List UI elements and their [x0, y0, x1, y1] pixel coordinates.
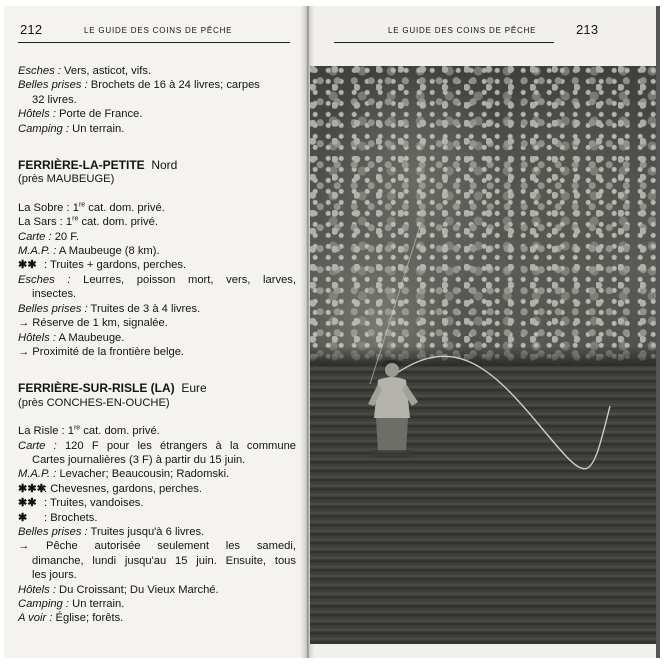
esches: Esches : Leurres, poisson mort, vers, larves, — [18, 273, 296, 286]
a-voir: A voir : Église; forêts. — [18, 612, 124, 625]
stars-rating-3: ✱✱✱: Chevesnes, gardons, perches. — [18, 482, 202, 495]
stars-rating-2: ✱✱ : Truites, vandoises. — [18, 497, 144, 510]
left-running-title: LE GUIDE DES COINS DE PÊCHE — [84, 26, 233, 35]
hotels: Hôtels : A Maubeuge. — [18, 331, 125, 344]
carte: Carte : 120 F pour les étrangers à la commune — [18, 439, 297, 452]
right-head-rule — [334, 42, 554, 43]
spacer — [18, 410, 296, 424]
right-running-title: LE GUIDE DES COINS DE PÊCHE — [388, 26, 537, 35]
belles-prises: Belles prises : Truites de 3 à 4 livres. — [18, 302, 201, 315]
note-peche-3: les jours. — [32, 569, 77, 582]
book-edge — [656, 6, 660, 658]
map: M.A.P. : Levacher; Beaucousin; Radomski. — [18, 468, 230, 481]
spacer — [18, 359, 296, 381]
water-la-sobre: La Sobre : 1re cat. dom. privé. — [18, 201, 165, 214]
stars-rating-1: ✱ : Brochets. — [18, 511, 98, 524]
note-peche-2: dimanche, lundi jusqu'au 15 juin. Ensuite, tous — [32, 554, 296, 567]
star-icon: ✱ — [18, 511, 28, 524]
entry-heading-ferriere-sur-risle: FERRIÈRE-SUR-RISLE (LA) Eure — [18, 381, 207, 396]
entry-heading-ferriere-la-petite: FERRIÈRE-LA-PETITE Nord — [18, 158, 178, 173]
stars-rating-2: ✱✱ : Truites + gardons, perches. — [18, 259, 187, 272]
water-la-sars: La Sars : 1re cat. dom. privé. — [18, 215, 158, 229]
carte: Carte : 20 F. — [18, 230, 79, 243]
map: M.A.P. : A Maubeuge (8 km). — [18, 245, 160, 258]
carte-cont: Cartes journalières (3 F) à partir du 15 juin. — [32, 453, 246, 466]
intro-belles-prises-cont: 32 livres. — [32, 93, 77, 106]
left-page-number: 212 — [20, 22, 43, 37]
book-spread — [4, 6, 660, 658]
left-page-text — [18, 64, 296, 626]
esches-cont: insectes. — [32, 288, 77, 301]
note-peche-1: → Pêche autorisée seulement les samedi, — [18, 540, 296, 553]
entry-department: Nord — [151, 158, 178, 173]
entry-near-town: (près MAUBEUGE) — [18, 173, 115, 186]
intro-belles-prises: Belles prises : Brochets de 16 à 24 livres; carpes — [18, 79, 260, 92]
note-reserve: → Réserve de 1 km, signalée. — [18, 317, 168, 330]
left-head-rule — [18, 42, 290, 43]
note-frontiere: → Proximité de la frontière belge. — [18, 345, 185, 358]
right-page-number: 213 — [576, 22, 599, 37]
entry-near-town: (près CONCHES-EN-OUCHE) — [18, 396, 170, 409]
star-icon: ✱✱ — [18, 259, 37, 272]
star-icon: ✱✱✱ — [18, 482, 47, 495]
intro-esches: Esches : Vers, asticot, vifs. — [18, 65, 152, 77]
star-icon: ✱✱ — [18, 497, 37, 510]
left-page — [4, 6, 306, 658]
fisherman-icon — [362, 356, 422, 466]
spacer — [18, 136, 296, 158]
hotels: Hôtels : Du Croissant; Du Vieux Marché. — [18, 583, 219, 596]
entry-department: Eure — [181, 381, 207, 396]
camping: Camping : Un terrain. — [18, 598, 125, 610]
intro-hotels: Hôtels : Porte de France. — [18, 108, 143, 121]
spacer — [18, 187, 296, 201]
water-la-risle: La Risle : 1re cat. dom. privé. — [18, 424, 160, 438]
belles-prises: Belles prises : Truites jusqu'à 6 livres. — [18, 525, 205, 538]
fly-fisherman-photo — [310, 66, 656, 644]
fishing-line-icon — [310, 66, 656, 644]
intro-camping: Camping : Un terrain. — [18, 122, 125, 135]
